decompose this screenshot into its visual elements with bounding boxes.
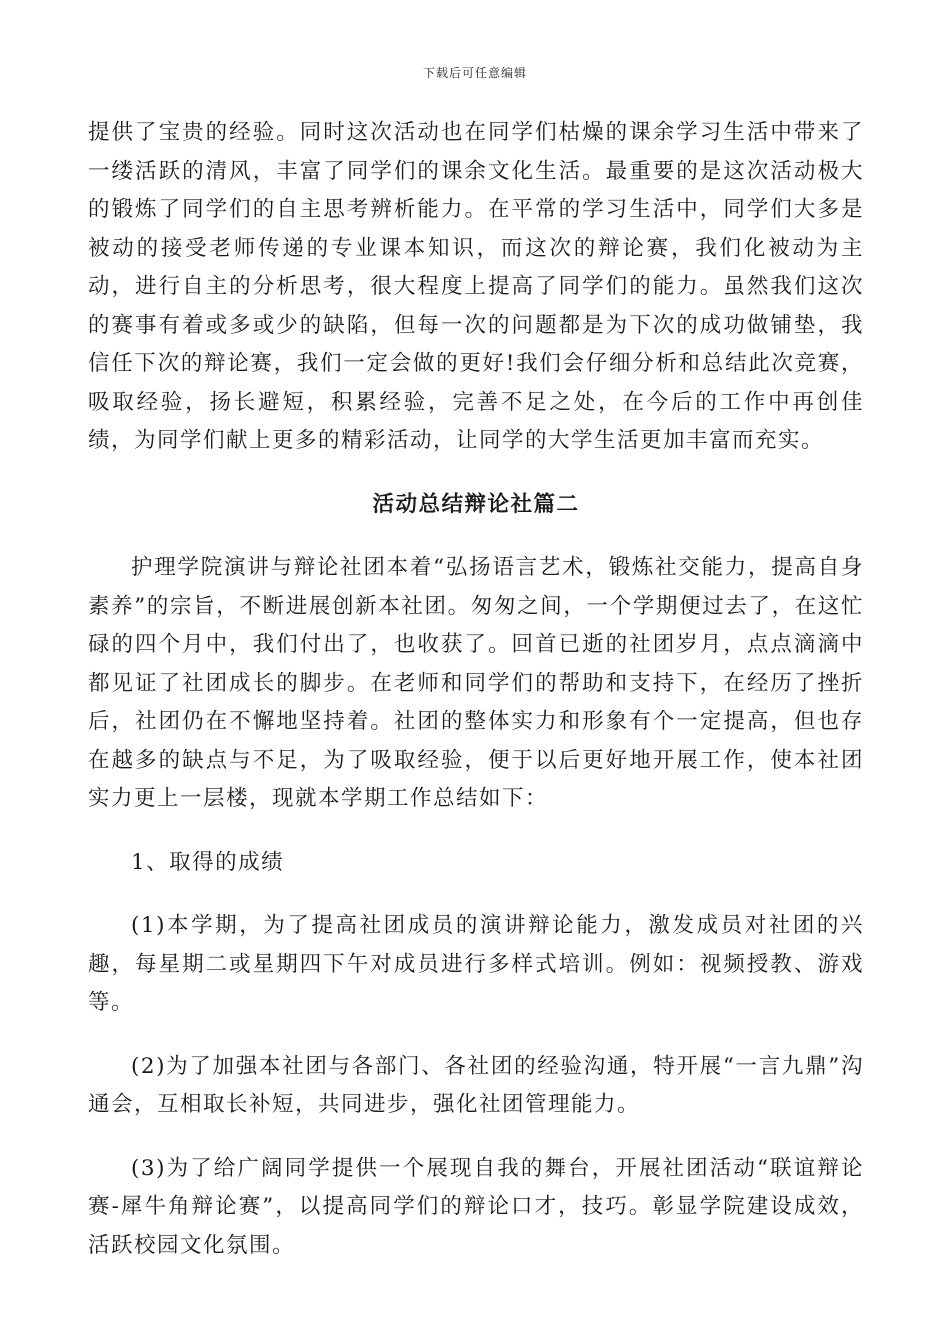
list-item-1: (1)本学期，为了提高社团成员的演讲辩论能力，激发成员对社团的兴趣，每星期二或星期四下午对成员进行多样式培训。例如：视频授教、游戏等。 bbox=[88, 913, 864, 1015]
paragraph-continuation: 提供了宝贵的经验。同时这次活动也在同学们枯燥的课余学习生活中带来了一缕活跃的清风，丰富了同学们的课余文化生活。最重要的是这次活动极大的锻炼了同学们的自主思考辨析能力。在平常的学习生活中，同学们大多是被动的接受老师传递的专业课本知识，而这次的辩论赛，我们化被动为主动，进行自主的分析思考，很大程度上提高了同学们的能力。虽然我们这次的赛事有着或多或少的缺陷，但每一次的问题都是为下次的成功做铺垫，我信任下次的辩论赛，我们一定会做的更好!我们会仔细分析和总结此次竞赛，吸取经验，扬长避短，积累经验，完善不足之处，在今后的工作中再创佳绩，为同学们献上更多的精彩活动，让同学的大学生活更加丰富而充实。 bbox=[88, 120, 864, 453]
page-header: 下载后可任意编辑 bbox=[422, 66, 527, 80]
list-item-3: (3)为了给广阔同学提供一个展现自我的舞台，开展社团活动“联谊辩论赛-犀牛角辩论赛”，以提高同学们的辩论口才，技巧。彰显学院建设成效，活跃校园文化氛围。 bbox=[88, 1155, 864, 1258]
list-item-2: (2)为了加强本社团与各部门、各社团的经验沟通，特开展“一言九鼎”沟通会，互相取长补短，共同进步，强化社团管理能力。 bbox=[88, 1053, 864, 1117]
document-body bbox=[88, 114, 864, 1265]
numbered-heading: 1、取得的成绩 bbox=[131, 849, 285, 875]
section-title: 活动总结辩论社篇二 bbox=[372, 491, 580, 517]
paragraph-intro: 护理学院演讲与辩论社团本着“弘扬语言艺术，锻炼社交能力，提高自身素养”的宗旨，不断进展创新本社团。匆匆之间，一个学期便过去了，在这忙碌的四个月中，我们付出了，也收获了。回首已逝的社团岁月，点点滴滴中都见证了社团成长的脚步。在老师和同学们的帮助和支持下，在经历了挫折后，社团仍在不懈地坚持着。社团的整体实力和形象有个一定提高，但也存在越多的缺点与不足，为了吸取经验，便于以后更好地开展工作，使本社团实力更上一层楼，现就本学期工作总结如下： bbox=[88, 555, 864, 811]
